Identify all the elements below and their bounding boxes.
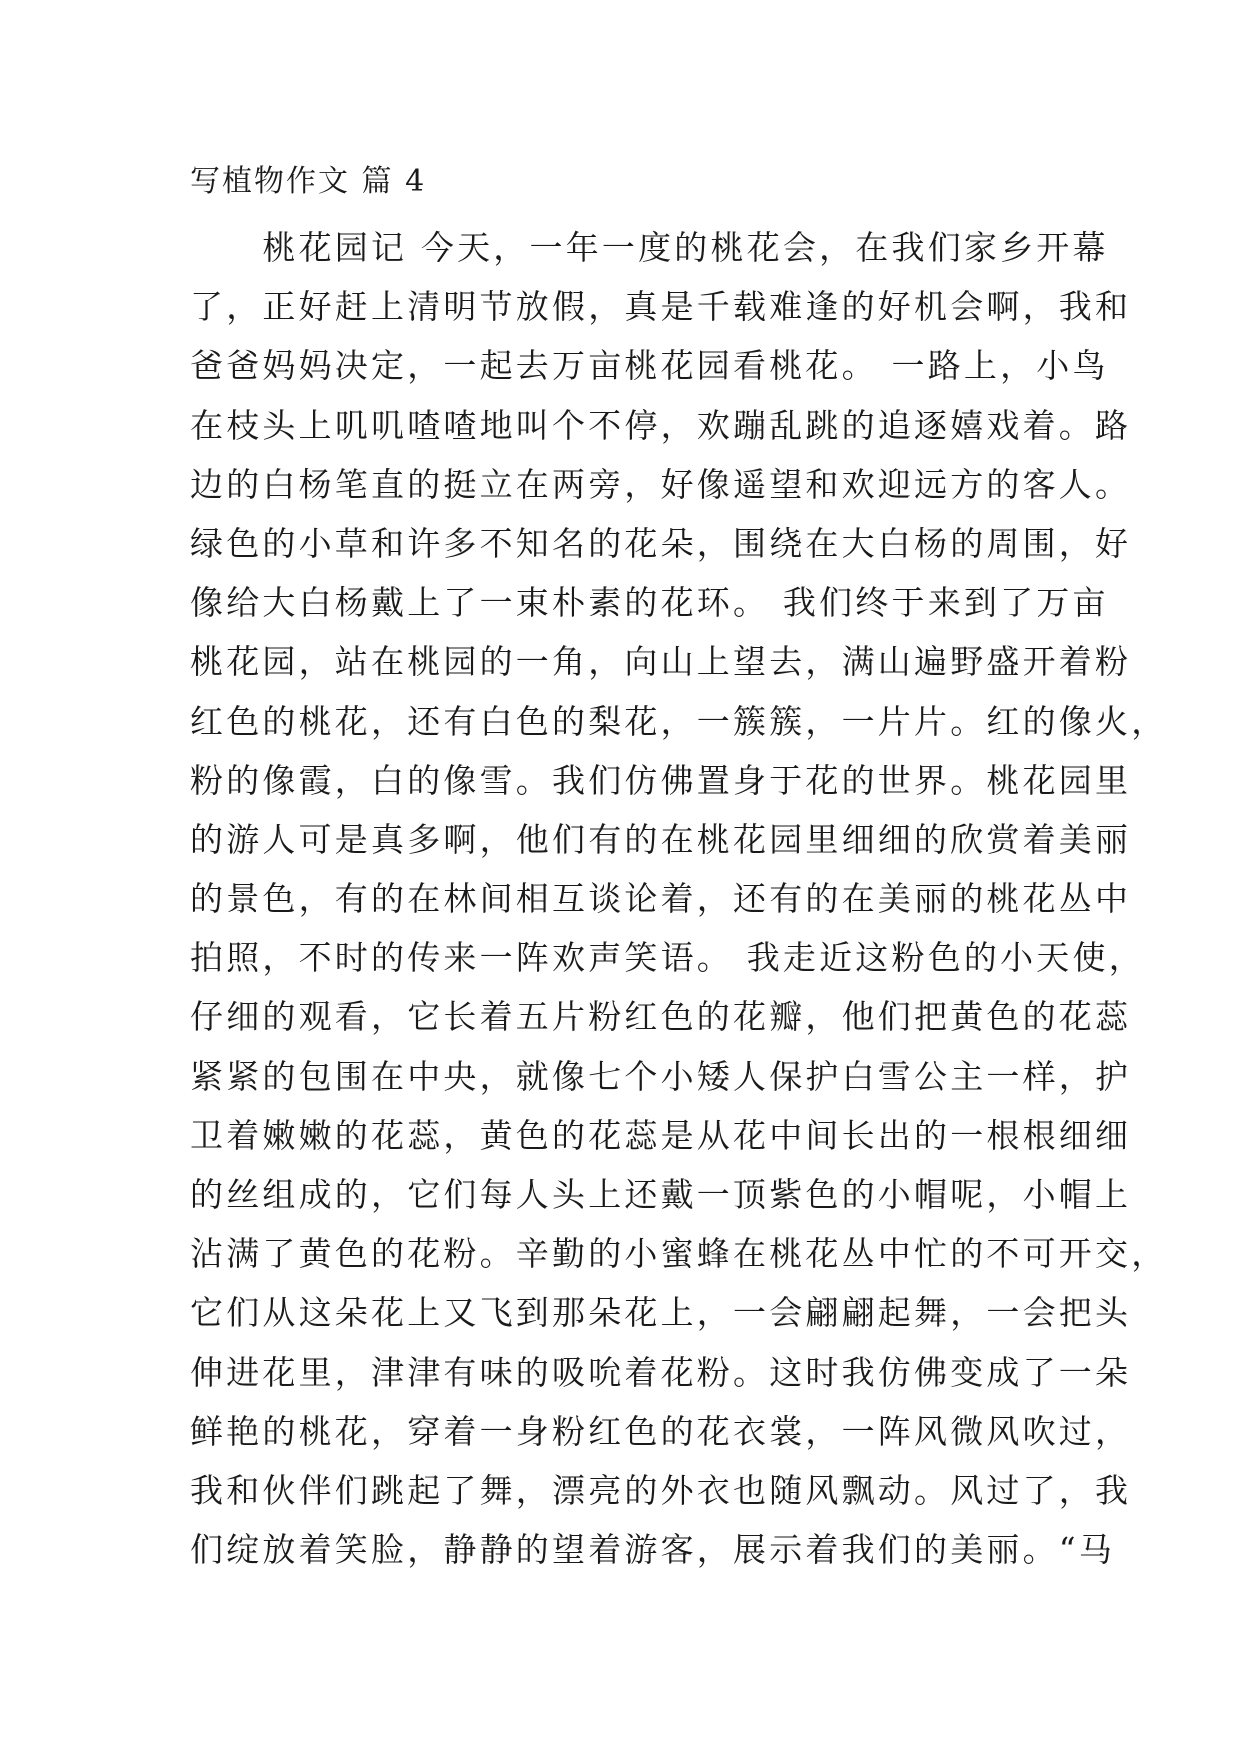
text-line: 鲜艳的桃花，穿着一身粉红色的花衣裳，一阵风微风吹过，: [190, 1411, 1132, 1451]
text-line: 它们从这朵花上又飞到那朵花上，一会翩翩起舞，一会把头: [190, 1293, 1132, 1333]
text-line: 伸进花里，津津有味的吸吮着花粉。这时我仿佛变成了一朵: [190, 1352, 1132, 1392]
article-heading: 写植物作文 篇 4: [190, 164, 427, 199]
text-line: 了，正好赶上清明节放假，真是千载难逢的好机会啊，我和: [190, 287, 1132, 327]
text-line: 仔细的观看，它长着五片粉红色的花瓣，他们把黄色的花蕊: [190, 997, 1132, 1037]
text-line: 像给大白杨戴上了一束朴素的花环。 我们终于来到了万亩: [190, 583, 1109, 623]
text-line: 的丝组成的，它们每人头上还戴一顶紫色的小帽呢，小帽上: [190, 1175, 1132, 1214]
text-line: 粉的像霞，白的像雪。我们仿佛置身于花的世界。桃花园里: [190, 760, 1132, 800]
text-line: 在枝头上叽叽喳喳地叫个不停，欢蹦乱跳的追逐嬉戏着。路: [190, 405, 1132, 445]
text-line: 红色的桃花，还有白色的梨花，一簇簇，一片片。红的像火，: [190, 701, 1168, 741]
text-line: 紧紧的包围在中央，就像七个小矮人保护白雪公主一样，护: [190, 1056, 1132, 1096]
text-line: 桃花园，站在桃园的一角，向山上望去，满山遍野盛开着粉: [190, 642, 1132, 682]
text-line: 拍照，不时的传来一阵欢声笑语。 我走近这粉色的小天使，: [190, 938, 1145, 978]
text-line: 的游人可是真多啊，他们有的在桃花园里细细的欣赏着美丽: [190, 819, 1132, 859]
text-line: 桃花园记 今天，一年一度的桃花会，在我们家乡开幕: [190, 228, 1109, 267]
text-line: 们绽放着笑脸，静静的望着游客，展示着我们的美丽。“马: [190, 1530, 1116, 1570]
text-line: 卫着嫩嫩的花蕊，黄色的花蕊是从花中间长出的一根根细细: [190, 1115, 1132, 1155]
text-line: 边的白杨笔直的挺立在两旁，好像遥望和欢迎远方的客人。: [190, 464, 1132, 504]
text-line: 沾满了黄色的花粉。辛勤的小蜜蜂在桃花丛中忙的不可开交，: [190, 1234, 1168, 1274]
text-line: 绿色的小草和许多不知名的花朵，围绕在大白杨的周围，好: [190, 523, 1132, 563]
article-body: [190, 218, 1168, 1579]
text-line: 爸爸妈妈决定，一起去万亩桃花园看桃花。 一路上，小鸟: [190, 346, 1109, 386]
text-line: 我和伙伴们跳起了舞，漂亮的外衣也随风飘动。风过了，我: [190, 1470, 1132, 1510]
text-line: 的景色，有的在林间相互谈论着，还有的在美丽的桃花丛中: [190, 879, 1132, 919]
